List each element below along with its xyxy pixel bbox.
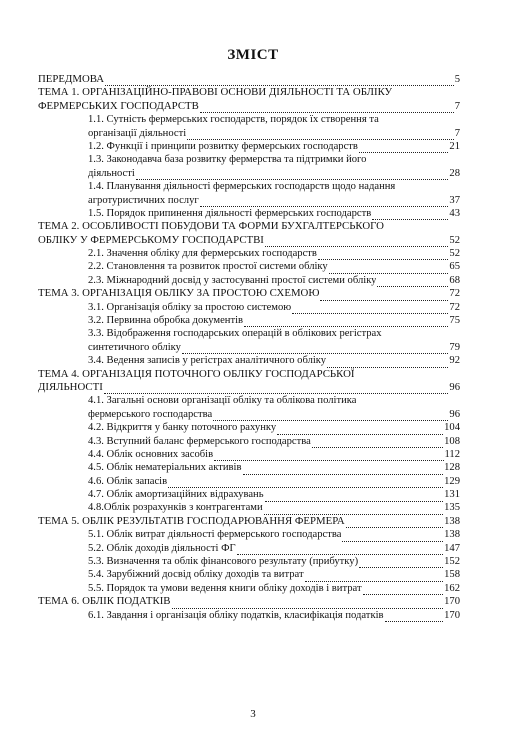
toc-entry xyxy=(38,153,460,166)
toc-entry xyxy=(38,421,460,434)
toc-entry xyxy=(38,435,460,448)
dot-leader xyxy=(292,304,448,314)
toc-entry-page: 162 xyxy=(444,582,460,594)
toc-entry xyxy=(38,140,460,153)
dot-leader xyxy=(200,103,454,113)
toc-entry xyxy=(38,86,460,99)
toc-entry-page: 7 xyxy=(454,127,460,139)
toc-entry-page: 158 xyxy=(444,569,460,581)
dot-leader xyxy=(105,76,454,86)
toc-entry-page: 43 xyxy=(449,207,460,219)
dot-leader xyxy=(136,170,449,180)
toc-entry-title: ПЕРЕДМОВА xyxy=(38,72,105,85)
toc-entry xyxy=(38,327,460,340)
toc-entry-title: 2.2. Становлення та розвиток простої системи обліку xyxy=(88,261,328,273)
toc-entry-page: 147 xyxy=(444,542,460,554)
toc-entry xyxy=(38,461,460,474)
toc-entry xyxy=(38,582,460,595)
toc-entry-title: 4.5. Облік нематеріальних активів xyxy=(88,462,242,474)
dot-leader xyxy=(244,317,448,327)
toc-entry-page: 7 xyxy=(454,100,460,112)
toc-entry-title: 1.2. Функції і принципи розвитку фермерських господарств xyxy=(88,140,358,152)
dot-leader xyxy=(359,143,449,153)
toc-entry-page: 170 xyxy=(444,596,460,608)
toc-entry-page: 65 xyxy=(449,261,460,273)
toc-entry-page: 135 xyxy=(444,502,460,514)
toc-entry-title: ТЕМА 5. ОБЛІК РЕЗУЛЬТАТІВ ГОСПОДАРЮВАННЯ ФЕРМЕРА xyxy=(38,514,345,527)
toc-entry xyxy=(38,234,460,247)
toc-entry xyxy=(38,502,460,515)
dot-leader xyxy=(327,358,448,368)
dot-leader xyxy=(377,277,448,287)
toc-entry-page: 128 xyxy=(444,462,460,474)
toc-entry-title: 1.3. Законодавча база розвитку фермерства та підтримки його xyxy=(88,154,367,166)
toc-entry xyxy=(38,100,460,113)
toc-entry-title: 3.4. Ведення записів у регістрах аналітичного обліку xyxy=(88,355,327,367)
toc-entry-page: 96 xyxy=(449,408,460,420)
toc-entry xyxy=(38,368,460,381)
toc-entry xyxy=(38,287,460,300)
dot-leader xyxy=(264,505,443,515)
toc-entry xyxy=(38,247,460,260)
toc-entry-page: 112 xyxy=(444,448,460,460)
dot-leader xyxy=(372,210,448,220)
table-of-contents xyxy=(38,73,460,622)
toc-entry xyxy=(38,609,460,622)
toc-entry-title: 5.2. Облік доходів діяльності ФГ xyxy=(88,542,236,554)
toc-entry-title: 3.3. Відображення господарських операцій в облікових регістрах xyxy=(88,328,382,340)
toc-entry-title: ТЕМА 4. ОРГАНІЗАЦІЯ ПОТОЧНОГО ОБЛІКУ ГОСПОДАРСЬКОЇ xyxy=(38,367,355,380)
toc-entry-title: 4.2. Відкриття у банку поточного рахунку xyxy=(88,422,277,434)
toc-entry-page: 152 xyxy=(444,556,460,568)
dot-leader xyxy=(168,478,443,488)
dot-leader xyxy=(305,572,444,582)
toc-entry-title: агротуристичних послуг xyxy=(88,194,199,206)
toc-entry-title: 4.7. Облік амортизаційних відрахувань xyxy=(88,489,264,501)
toc-entry xyxy=(38,314,460,327)
toc-entry-page: 21 xyxy=(449,140,460,152)
toc-entry-page: 75 xyxy=(449,315,460,327)
toc-entry-page: 104 xyxy=(444,422,460,434)
toc-entry xyxy=(38,260,460,273)
toc-entry-page: 68 xyxy=(449,274,460,286)
toc-entry xyxy=(38,595,460,608)
page-number: 3 xyxy=(250,708,256,720)
toc-entry xyxy=(38,448,460,461)
toc-entry xyxy=(38,568,460,581)
toc-entry xyxy=(38,301,460,314)
toc-entry xyxy=(38,194,460,207)
toc-entry xyxy=(38,73,460,86)
toc-entry xyxy=(38,394,460,407)
toc-entry xyxy=(38,542,460,555)
toc-entry-title: 1.5. Порядок припинення діяльності фермерських господарств xyxy=(88,207,372,219)
toc-entry-title: 2.1. Значення обліку для фермерських господарств xyxy=(88,248,317,260)
toc-entry-title: фермерського господарства xyxy=(88,408,213,420)
dot-leader xyxy=(200,197,449,207)
dot-leader xyxy=(214,451,443,461)
toc-entry-page: 37 xyxy=(449,194,460,206)
toc-entry xyxy=(38,488,460,501)
dot-leader xyxy=(265,492,444,502)
toc-entry-title: 4.1. Загальні основи організації обліку та облікова політика xyxy=(88,395,357,407)
dot-leader xyxy=(363,585,444,595)
toc-entry-page: 92 xyxy=(449,355,460,367)
dot-leader xyxy=(320,291,448,301)
toc-entry-page: 131 xyxy=(444,489,460,501)
dot-leader xyxy=(182,344,448,354)
dot-leader xyxy=(385,612,444,622)
toc-entry-title: 4.4. Облік основних засобів xyxy=(88,448,214,460)
toc-entry xyxy=(38,354,460,367)
toc-entry-title: 5.3. Визначення та облік фінансового результату (прибутку) xyxy=(88,556,359,568)
toc-entry-title: 1.4. Планування діяльності фермерських господарств щодо надання xyxy=(88,181,396,193)
toc-entry xyxy=(38,167,460,180)
toc-entry-page: 129 xyxy=(444,475,460,487)
toc-entry xyxy=(38,113,460,126)
dot-leader xyxy=(342,532,443,542)
toc-entry xyxy=(38,381,460,394)
dot-leader xyxy=(213,411,448,421)
toc-entry-page: 52 xyxy=(449,234,460,246)
toc-entry xyxy=(38,127,460,140)
toc-entry-title: 1.1. Сутність фермерських господарств, порядок їх створення та xyxy=(88,114,379,126)
dot-leader xyxy=(237,545,444,555)
toc-entry-page: 72 xyxy=(449,301,460,313)
toc-entry-title: ТЕМА 6. ОБЛІК ПОДАТКІВ xyxy=(38,595,171,608)
dot-leader xyxy=(104,384,449,394)
toc-entry-title: ТЕМА 2. ОСОБЛИВОСТІ ПОБУДОВИ ТА ФОРМИ БУХГАЛТЕРСЬКОГО xyxy=(38,220,384,233)
toc-entry xyxy=(38,180,460,193)
toc-entry-page: 52 xyxy=(449,248,460,260)
dot-leader xyxy=(329,264,449,274)
toc-entry-title: 3.1. Організація обліку за простою системою xyxy=(88,301,292,313)
toc-entry-title: 6.1. Завдання і організація обліку податків, класифікація податків xyxy=(88,609,384,621)
toc-entry-title: ФЕРМЕРСЬКИХ ГОСПОДАРСТВ xyxy=(38,99,199,112)
toc-entry-page: 138 xyxy=(444,529,460,541)
toc-entry-title: ТЕМА 3. ОРГАНІЗАЦІЯ ОБЛІКУ ЗА ПРОСТОЮ СХЕМОЮ xyxy=(38,287,320,300)
toc-entry-title: 4.3. Вступний баланс фермерського господарства xyxy=(88,435,311,447)
dot-leader xyxy=(172,599,444,609)
dot-leader xyxy=(318,250,449,260)
dot-leader xyxy=(243,465,444,475)
dot-leader xyxy=(359,558,443,568)
toc-entry xyxy=(38,515,460,528)
dot-leader xyxy=(277,425,443,435)
toc-entry-page: 170 xyxy=(444,609,460,621)
toc-entry-page: 5 xyxy=(454,73,460,85)
toc-entry xyxy=(38,475,460,488)
toc-entry-title: 5.5. Порядок та умови ведення книги обліку доходів і витрат xyxy=(88,582,362,594)
toc-entry-title: ТЕМА 1. ОРГАНІЗАЦІЙНО-ПРАВОВІ ОСНОВИ ДІЯЛЬНОСТІ ТА ОБЛІКУ xyxy=(38,86,393,99)
toc-entry-title: 4.8.Облік розрахунків з контрагентами xyxy=(88,502,263,514)
toc-entry-title: 5.1. Облік витрат діяльності фермерського господарства xyxy=(88,529,342,541)
dot-leader xyxy=(346,518,443,528)
toc-entry-title: діяльності xyxy=(88,167,135,179)
toc-entry-page: 28 xyxy=(449,167,460,179)
page-title: ЗМІСТ xyxy=(227,47,279,63)
toc-entry-title: ОБЛІКУ У ФЕРМЕРСЬКОМУ ГОСПОДАРСТВІ xyxy=(38,233,264,246)
toc-entry-page: 108 xyxy=(444,435,460,447)
toc-entry xyxy=(38,528,460,541)
toc-entry-title: синтетичного обліку xyxy=(88,341,181,353)
toc-entry xyxy=(38,274,460,287)
dot-leader xyxy=(312,438,443,448)
toc-entry-title: 5.4. Зарубіжний досвід обліку доходів та витрат xyxy=(88,569,304,581)
toc-entry-title: 4.6. Облік запасів xyxy=(88,475,168,487)
toc-entry-title: 3.2. Первинна обробка документів xyxy=(88,315,244,327)
toc-entry-title: організації діяльності xyxy=(88,127,187,139)
toc-entry xyxy=(38,341,460,354)
toc-entry-page: 96 xyxy=(449,381,460,393)
toc-entry-page: 138 xyxy=(444,515,460,527)
toc-entry-page: 72 xyxy=(449,288,460,300)
toc-entry xyxy=(38,408,460,421)
toc-entry xyxy=(38,207,460,220)
toc-entry xyxy=(38,555,460,568)
toc-entry-page: 79 xyxy=(449,341,460,353)
toc-entry xyxy=(38,220,460,233)
dot-leader xyxy=(187,130,454,140)
dot-leader xyxy=(265,237,448,247)
toc-entry-title: ДІЯЛЬНОСТІ xyxy=(38,380,103,393)
toc-entry-title: 2.3. Міжнародний досвід у застосуванні простої системи обліку xyxy=(88,274,377,286)
